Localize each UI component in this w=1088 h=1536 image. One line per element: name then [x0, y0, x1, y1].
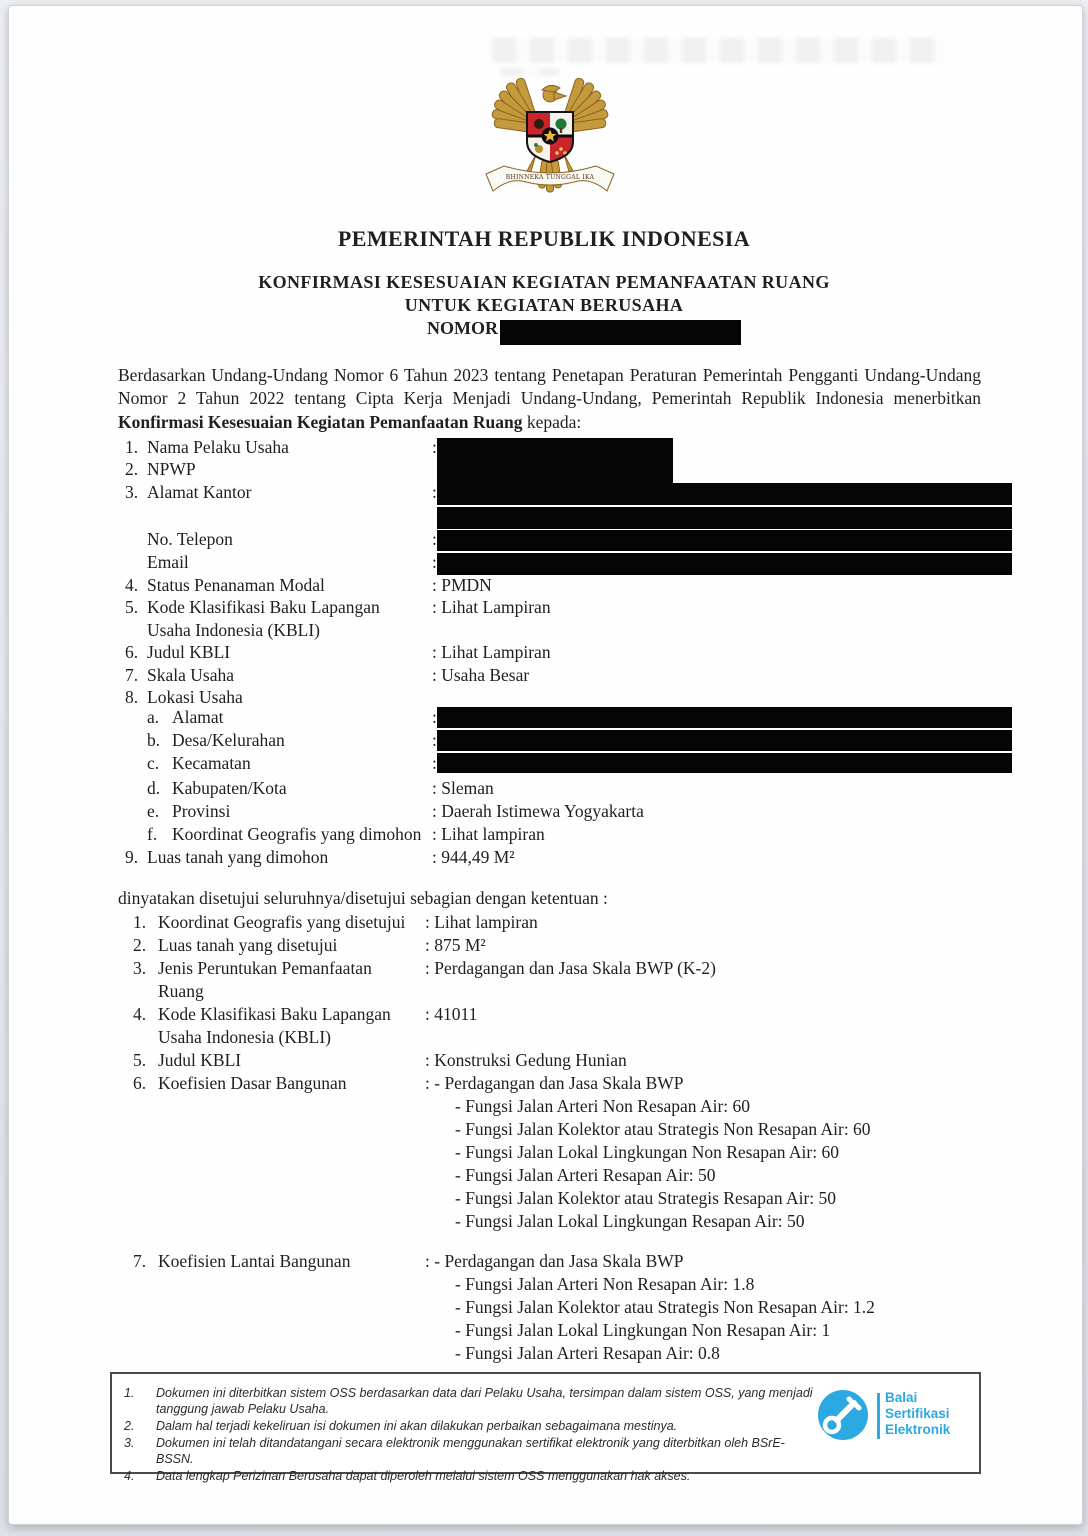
- field-label: Alamat: [172, 707, 224, 727]
- note-number: 1.: [124, 1386, 135, 1400]
- field-row: [147, 730, 437, 753]
- field-value: : - Perdagangan dan Jasa Skala BWP: [425, 1073, 684, 1093]
- field-row: [133, 1251, 684, 1274]
- field-label: NPWP: [147, 459, 196, 479]
- field-colon: :: [432, 437, 437, 457]
- field-label: Koordinat Geografis yang disetujui: [158, 912, 406, 932]
- field-row: [147, 824, 545, 847]
- field-row: [147, 778, 494, 801]
- field-value: : 41011: [425, 1004, 478, 1024]
- note-text: Dokumen ini telah ditandatangani secara elektronik menggunakan sertifikat elektronik yang diterbitkan oleh BSrE-BSSN.: [156, 1436, 785, 1466]
- field-number: f.: [147, 824, 158, 844]
- note-number: 4.: [124, 1469, 135, 1483]
- field-number: 4.: [133, 1004, 147, 1024]
- redaction-bar: [437, 438, 673, 483]
- kdb-bullet: - Fungsi Jalan Arteri Non Resapan Air: 60: [455, 1096, 751, 1116]
- field-colon: :: [432, 552, 437, 572]
- field-number: b.: [147, 730, 161, 750]
- redaction-bar: [437, 707, 1012, 728]
- field-row: [133, 1004, 478, 1027]
- field-row: [125, 459, 196, 482]
- logo-divider: [877, 1393, 880, 1439]
- field-colon: :: [432, 753, 437, 773]
- field-number: 5.: [133, 1050, 147, 1070]
- intro-bold-text: Konfirmasi Kesesuaian Kegiatan Pemanfaatan Ruang: [118, 411, 523, 432]
- field-value: : Konstruksi Gedung Hunian: [425, 1050, 627, 1070]
- note-text: Dalam hal terjadi kekeliruan isi dokumen ini akan dilakukan perbaikan sebagaimana mestinya.: [156, 1419, 678, 1433]
- field-label: Kabupaten/Kota: [172, 778, 287, 798]
- field-value: : 944,49 M²: [432, 847, 515, 867]
- bsre-key-icon: [816, 1388, 870, 1442]
- page-title: PEMERINTAH REPUBLIK INDONESIA: [337, 226, 751, 251]
- footer-note: [124, 1435, 814, 1467]
- field-row: [125, 665, 530, 688]
- klb-bullet: - Fungsi Jalan Arteri Non Resapan Air: 1.8: [455, 1274, 755, 1294]
- note-number: 3.: [124, 1436, 135, 1450]
- field-label: Skala Usaha: [147, 665, 234, 685]
- intro-text: kepada:: [522, 411, 582, 432]
- kdb-bullet: - Fungsi Jalan Arteri Resapan Air: 50: [455, 1165, 716, 1185]
- bsre-logo-text: [885, 1390, 950, 1438]
- field-number: 6.: [125, 642, 139, 662]
- field-label: Kode Klasifikasi Baku Lapangan: [147, 597, 380, 617]
- redaction-bar: [437, 507, 1012, 529]
- field-number: 5.: [125, 597, 139, 617]
- redaction-bar: [437, 530, 1012, 551]
- field-label-line2: [147, 620, 320, 643]
- field-label: Desa/Kelurahan: [172, 730, 285, 750]
- field-row: [125, 437, 437, 460]
- ribbon-text: BHINNEKA TUNGGAL IKA: [505, 174, 595, 181]
- field-value: : Lihat lampiran: [432, 824, 545, 844]
- footer-note: [124, 1418, 814, 1434]
- document-subtitle-1: KONFIRMASI KESESUAIAN KEGIATAN PEMANFAATAN RUANG: [258, 272, 830, 292]
- field-label: Status Penanaman Modal: [147, 575, 325, 595]
- pancasila-shield-icon: [526, 111, 574, 164]
- field-row: [125, 597, 551, 620]
- field-label: Kecamatan: [172, 753, 251, 773]
- field-row: [125, 642, 551, 665]
- intro-paragraph: [118, 364, 981, 434]
- field-label: Koefisien Lantai Bangunan: [158, 1251, 351, 1271]
- field-label: No. Telepon: [147, 529, 233, 549]
- field-row: [133, 958, 716, 981]
- nomor-label: NOMOR: [427, 318, 498, 338]
- field-number: d.: [147, 778, 161, 798]
- field-label: Judul KBLI: [147, 642, 231, 662]
- field-number: 1.: [125, 437, 139, 457]
- field-value: : Sleman: [432, 778, 494, 798]
- field-value: : Usaha Besar: [432, 665, 530, 685]
- field-number: a.: [147, 707, 160, 727]
- field-number: 7.: [125, 665, 139, 685]
- field-number: c.: [147, 753, 160, 773]
- field-number: 6.: [133, 1073, 147, 1093]
- kdb-bullet: - Fungsi Jalan Kolektor atau Strategis Resapan Air: 50: [455, 1188, 837, 1208]
- field-label: Nama Pelaku Usaha: [147, 437, 289, 457]
- logo-line: Elektronik: [885, 1422, 951, 1437]
- scan-artifact: [492, 38, 944, 63]
- field-row: [133, 1073, 684, 1096]
- field-number: e.: [147, 801, 160, 821]
- field-label-line2: [158, 981, 204, 1004]
- field-row: [147, 552, 437, 575]
- field-row: [133, 1050, 627, 1073]
- field-number: 2.: [125, 459, 139, 479]
- field-label: Jenis Peruntukan Pemanfaatan: [158, 958, 372, 978]
- redaction-bar: [437, 730, 1012, 751]
- field-label: Kode Klasifikasi Baku Lapangan: [158, 1004, 391, 1024]
- field-value: : Daerah Istimewa Yogyakarta: [432, 801, 644, 821]
- field-value: : Lihat lampiran: [425, 912, 538, 932]
- note-number: 2.: [124, 1419, 135, 1433]
- field-value: : PMDN: [432, 575, 492, 595]
- field-row: [147, 753, 437, 776]
- footer-note: [124, 1468, 814, 1484]
- klb-bullet: - Fungsi Jalan Lokal Lingkungan Non Resapan Air: 1: [455, 1320, 831, 1340]
- garuda-pancasila-emblem-icon: [470, 70, 630, 198]
- field-label: Provinsi: [172, 801, 231, 821]
- field-value: : 875 M²: [425, 935, 486, 955]
- field-number: 2.: [133, 935, 147, 955]
- field-label: Alamat Kantor: [147, 482, 252, 502]
- document-subtitle-2: UNTUK KEGIATAN BERUSAHA: [404, 295, 684, 315]
- field-row: [133, 912, 538, 935]
- field-label: Email: [147, 552, 189, 572]
- logo-line: Balai: [885, 1390, 918, 1405]
- field-label: Koefisien Dasar Bangunan: [158, 1073, 347, 1093]
- klb-bullet: - Fungsi Jalan Kolektor atau Strategis Non Resapan Air: 1.2: [455, 1297, 875, 1317]
- redaction-bar: [437, 753, 1012, 773]
- field-label: Koordinat Geografis yang dimohon: [172, 824, 422, 844]
- field-value: : Lihat Lampiran: [432, 597, 551, 617]
- field-label: Luas tanah yang disetujui: [158, 935, 338, 955]
- kdb-bullet: - Fungsi Jalan Lokal Lingkungan Resapan Air: 50: [455, 1211, 805, 1231]
- field-value: : Lihat Lampiran: [432, 642, 551, 662]
- ketentuan-lead: dinyatakan disetujui seluruhnya/disetujui sebagian dengan ketentuan :: [118, 888, 608, 908]
- redaction-bar: [500, 320, 741, 345]
- footer-notes: [124, 1385, 814, 1485]
- field-colon: :: [432, 730, 437, 750]
- klb-bullet: - Fungsi Jalan Arteri Resapan Air: 0.8: [455, 1343, 720, 1363]
- field-colon: :: [432, 529, 437, 549]
- field-label: Luas tanah yang dimohon: [147, 847, 329, 867]
- field-number: 8.: [125, 687, 139, 707]
- kdb-bullet: - Fungsi Jalan Kolektor atau Strategis Non Resapan Air: 60: [455, 1119, 871, 1139]
- field-number: 1.: [133, 912, 147, 932]
- field-value: : Perdagangan dan Jasa Skala BWP (K-2): [425, 958, 716, 978]
- field-row: [125, 847, 515, 870]
- field-row: [147, 707, 437, 730]
- field-label: Usaha Indonesia (KBLI): [147, 620, 321, 640]
- field-row: [147, 529, 437, 552]
- kdb-bullet: - Fungsi Jalan Lokal Lingkungan Non Resapan Air: 60: [455, 1142, 839, 1162]
- field-value: : - Perdagangan dan Jasa Skala BWP: [425, 1251, 684, 1271]
- field-row: [125, 575, 492, 598]
- redaction-bar: [437, 553, 1012, 575]
- field-number: 3.: [125, 482, 139, 502]
- intro-text: Berdasarkan Undang-Undang Nomor 6 Tahun 2023 tentang Penetapan Peraturan Pemerintah Pengganti Undang-Undang Nomor 2 Tahun 2022 tentang Cipta Kerja Menjadi Undang-Undang, Pemerintah Republik Indonesia menerbitkan: [118, 365, 981, 409]
- field-row: [125, 482, 437, 505]
- field-row: [147, 801, 644, 824]
- field-label: Usaha Indonesia (KBLI): [158, 1027, 332, 1047]
- field-number: 9.: [125, 847, 139, 867]
- field-colon: :: [432, 482, 437, 502]
- field-label: Lokasi Usaha: [147, 687, 243, 707]
- field-label: Judul KBLI: [158, 1050, 242, 1070]
- note-text: Dokumen ini diterbitkan sistem OSS berdasarkan data dari Pelaku Usaha, tersimpan dalam sistem OSS, yang menjadi tanggung jawab Pelaku Usaha.: [156, 1386, 813, 1416]
- note-text: Data lengkap Perizinan Berusaha dapat diperoleh melalui sistem OSS menggunakan hak akses.: [156, 1469, 691, 1483]
- logo-line: Sertifikasi: [885, 1406, 950, 1421]
- field-label-line2: [158, 1027, 331, 1050]
- field-number: 7.: [133, 1251, 147, 1271]
- field-row: [133, 935, 486, 958]
- redaction-bar: [437, 483, 1012, 505]
- field-number: 4.: [125, 575, 139, 595]
- field-number: 3.: [133, 958, 147, 978]
- field-label: Ruang: [158, 981, 204, 1001]
- footer-note: [124, 1385, 814, 1417]
- field-colon: :: [432, 707, 437, 727]
